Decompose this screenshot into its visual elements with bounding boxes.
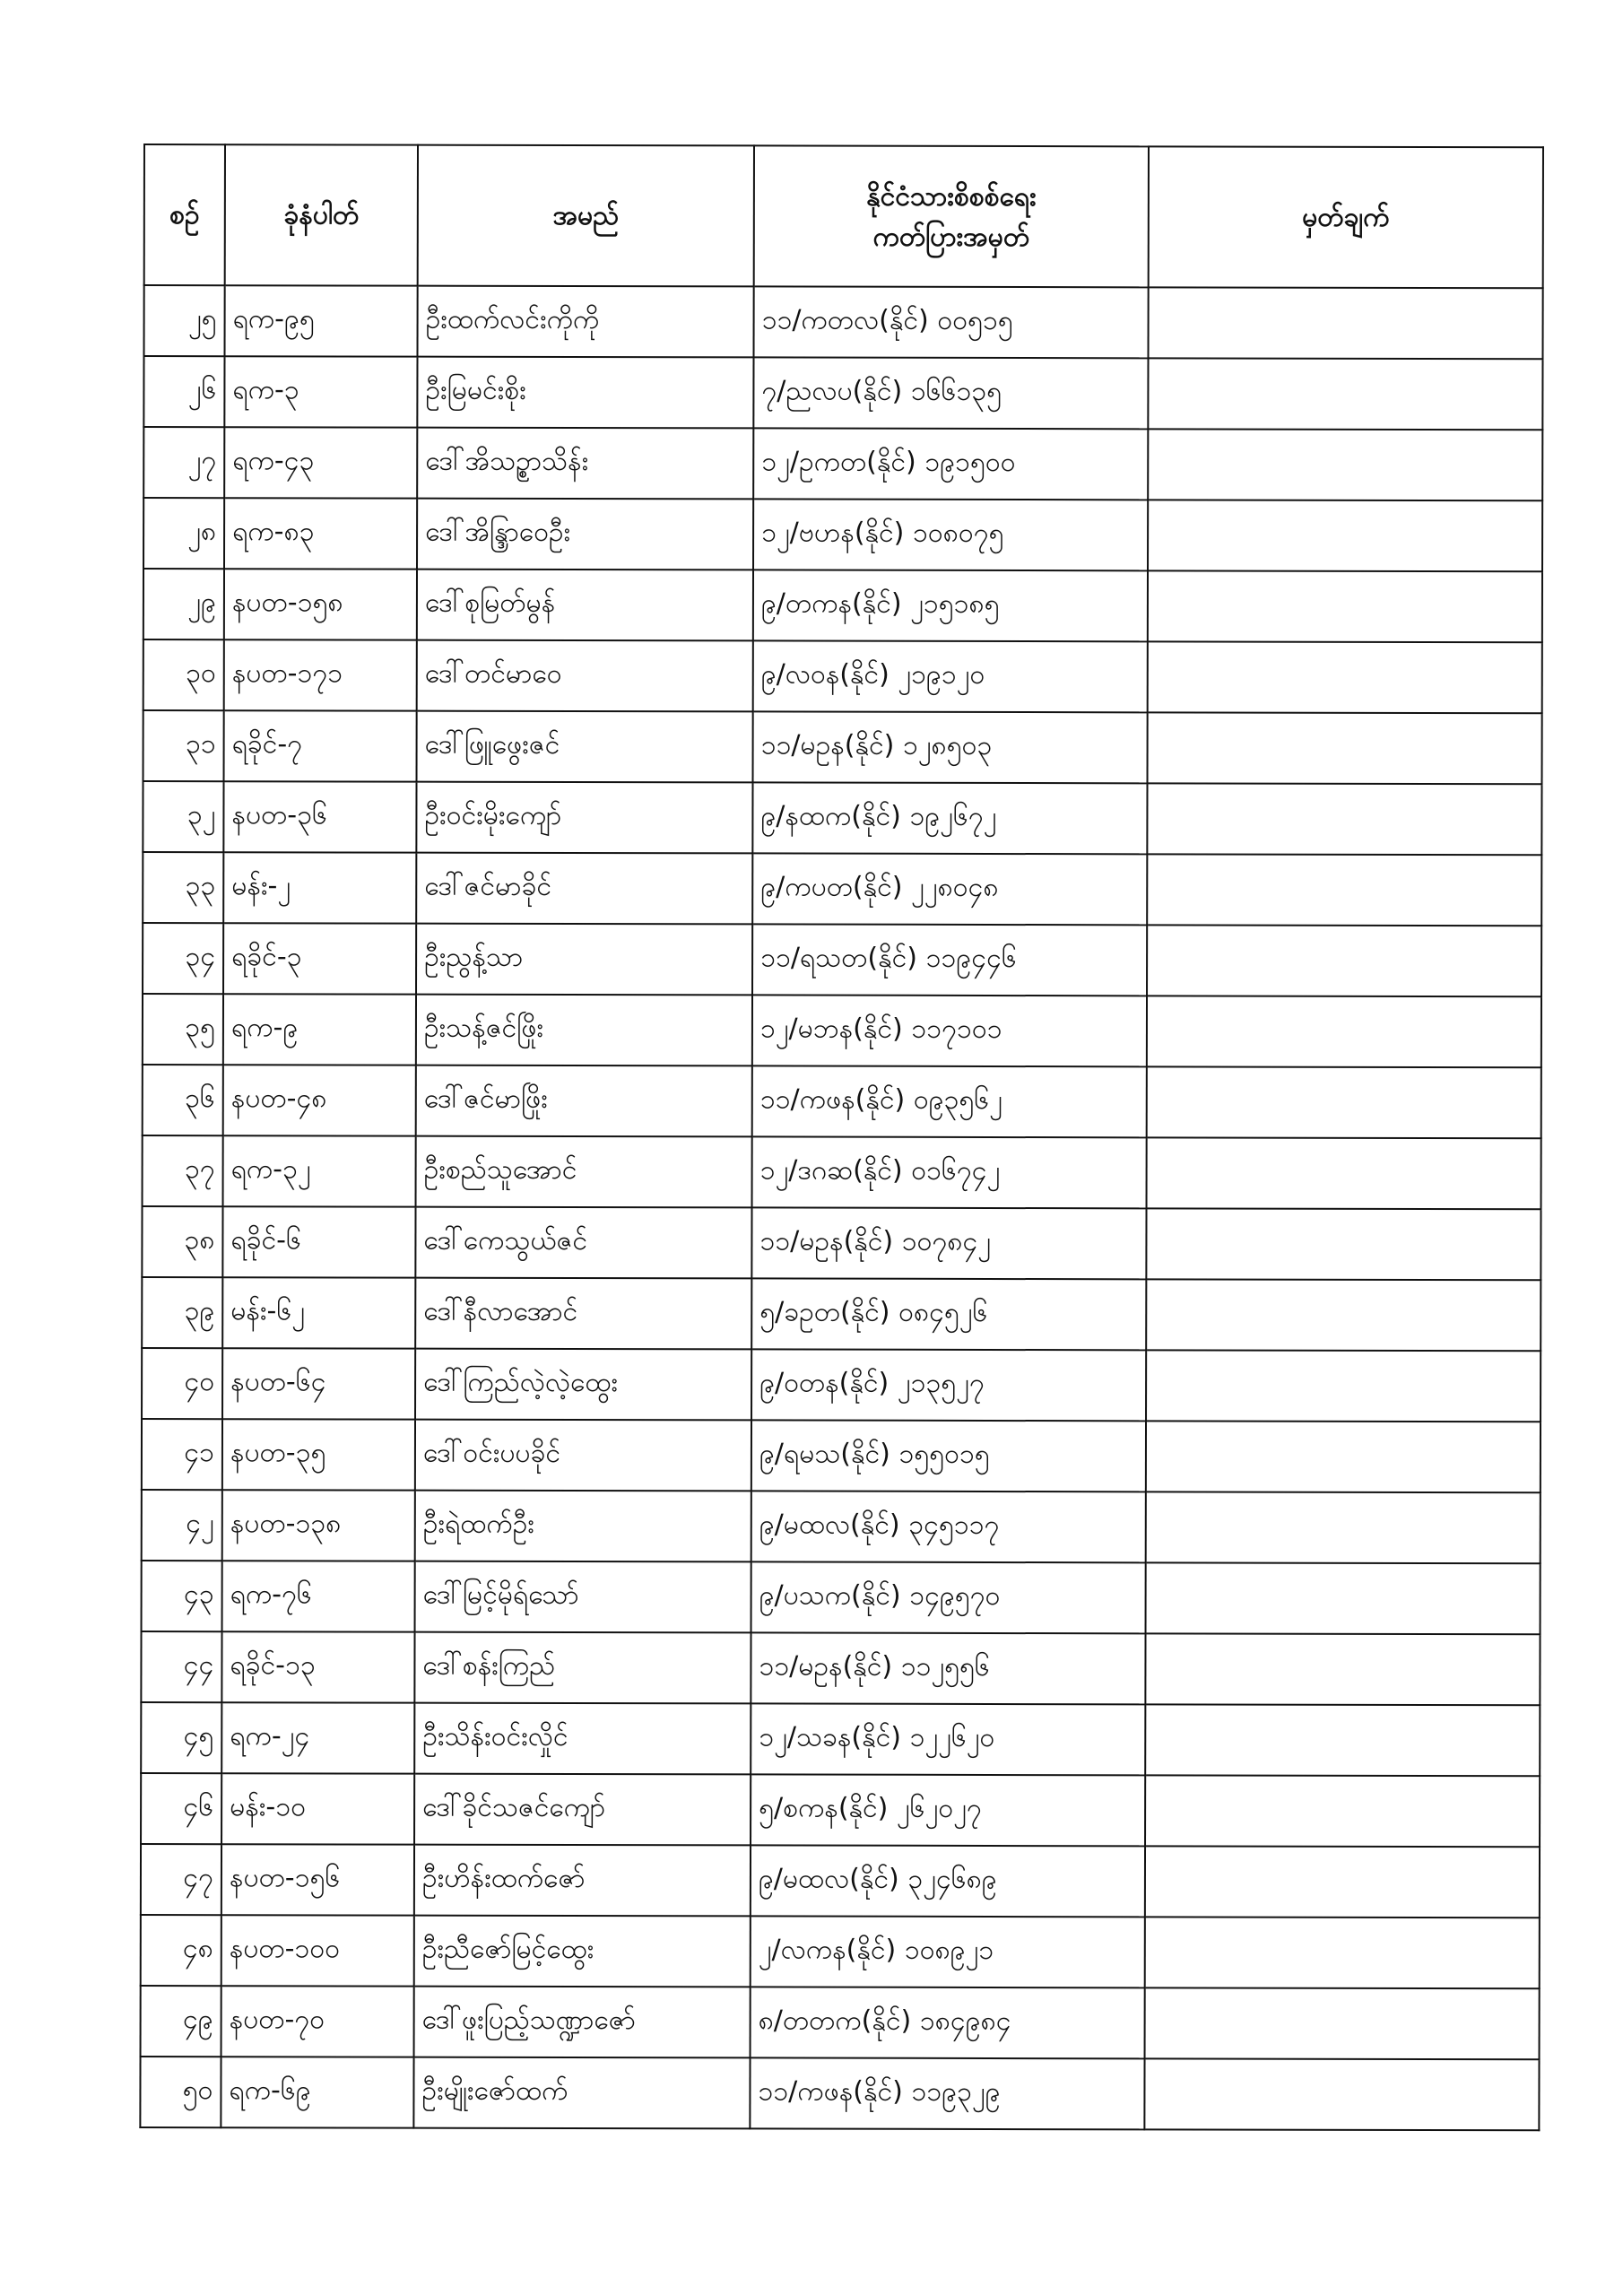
cell-nrc: ၉/ရမသ(နိုင်) ၁၅၅၀၁၅: [751, 1420, 1146, 1492]
cell-remark: [1147, 996, 1541, 1067]
cell-no: ၄၅: [141, 1702, 221, 1773]
table-row: [142, 1206, 1541, 1280]
cell-remark: [1146, 1421, 1541, 1492]
cell-name: ဦးဟိန်းထက်ဇော်: [414, 1845, 751, 1917]
header-house: ခုံနံပါတ်: [225, 144, 418, 285]
cell-house: ရက-၇၆: [222, 1561, 415, 1631]
table-row: [143, 639, 1542, 713]
table-row: [142, 1277, 1541, 1351]
cell-name: ဦးဝင်းမိုးကျော်: [416, 782, 752, 854]
cell-remark: [1145, 1775, 1540, 1847]
cell-no: ၃၂: [143, 781, 223, 852]
table-row: [143, 710, 1542, 784]
cell-house: နပတ-၇၀: [221, 1986, 414, 2057]
cell-nrc: ၁၁/မဥန(နိုင်) ၁၀၇၈၄၂: [751, 1207, 1146, 1279]
table-row: [143, 781, 1541, 855]
cell-no: ၄၉: [141, 1986, 221, 2057]
cell-house: နပတ-၁၅၆: [221, 1844, 414, 1915]
cell-remark: [1148, 500, 1542, 571]
table-row: [143, 569, 1542, 642]
cell-no: ၃၈: [142, 1206, 222, 1277]
cell-nrc: ၁၁/ကဖန(နိုင်) ၁၁၉၃၂၉: [750, 2057, 1144, 2129]
cell-no: ၃၆: [143, 1065, 223, 1135]
cell-nrc: ၁၂/ဥကတ(နိုင်) ၁၉၁၅၀၀: [753, 428, 1148, 500]
cell-house: နပတ-၁၀၀: [221, 1915, 414, 1986]
cell-nrc: ၉/ဝတန(နိုင်) ၂၁၃၅၂၇: [751, 1349, 1146, 1421]
cell-house: ရခိုင်-၃: [223, 923, 416, 994]
cell-remark: [1145, 1704, 1540, 1776]
cell-remark: [1145, 1846, 1540, 1918]
cell-name: ဒေါ်မြင့်မိုရ်သော်: [415, 1561, 751, 1633]
cell-house: ရခိုင်-၁၃: [221, 1631, 414, 1702]
table-row: [143, 923, 1541, 996]
cell-no: ၃၁: [143, 710, 224, 781]
cell-house: ရက-၂၄: [221, 1702, 414, 1773]
cell-nrc: ၉/ကပတ(နိုင်) ၂၂၈၀၄၈: [752, 853, 1147, 925]
cell-no: ၄၆: [141, 1773, 221, 1844]
cell-no: ၄၄: [141, 1631, 221, 1702]
cell-nrc: ၁၂/ဒဂဆ(နိုင်) ၀၁၆၇၄၂: [752, 1136, 1147, 1208]
table-row: [141, 1986, 1540, 2059]
table-row: [141, 1773, 1540, 1847]
cell-name: ဦးထက်လင်းကိုကို: [418, 286, 754, 358]
cell-remark: [1148, 429, 1542, 500]
cell-remark: [1148, 641, 1542, 713]
cell-name: ဒေါ်ဖြူဖွေးဇင်: [417, 711, 753, 783]
cell-name: ဒေါ်ဖူးပြည့်သဏ္ဍာဇော်: [414, 1987, 751, 2058]
cell-nrc: ၈/တတက(နိုင်) ၁၈၄၉၈၄: [751, 1987, 1145, 2058]
cell-name: ဒေါ်အိန္ဒြာဝေဦး: [417, 499, 753, 570]
cell-name: ဒေါ်တင်မာဝေ: [417, 640, 753, 712]
cell-remark: [1148, 712, 1542, 784]
cell-no: ၂၆: [143, 356, 224, 427]
cell-name: ဒေါ်စန်းကြည်: [414, 1632, 751, 1704]
header-name: အမည်: [418, 145, 754, 287]
cell-no: ၂၉: [143, 569, 224, 639]
cell-house: ရခိုင်-၆: [222, 1206, 415, 1277]
cell-house: ရက-၉၅: [225, 285, 418, 356]
cell-house: နပတ-၁၅၈: [224, 569, 417, 639]
table-row: [143, 852, 1541, 926]
table-row: [141, 1844, 1540, 1918]
cell-house: နပတ-၁၇၁: [224, 639, 417, 710]
cell-remark: [1147, 1137, 1541, 1209]
cell-name: ဦးညွန့်သာ: [416, 924, 752, 996]
table-row: [143, 994, 1541, 1067]
cell-house: နပတ-၃၆: [223, 781, 416, 852]
cell-remark: [1147, 854, 1541, 926]
cell-house: ရခိုင်-၇: [224, 710, 417, 781]
table-row: [142, 1490, 1541, 1563]
cell-no: ၃၀: [143, 639, 224, 710]
cell-remark: [1145, 1633, 1540, 1705]
table-row: [143, 427, 1542, 500]
cell-nrc: ၁၁/ကတလ(နိုင်) ၀၀၅၁၅: [754, 286, 1149, 358]
cell-nrc: ၉/နထက(နိုင်) ၁၉၂၆၇၂: [752, 782, 1147, 854]
cell-remark: [1145, 1917, 1540, 1988]
cell-remark: [1148, 358, 1542, 430]
table-row: [143, 1065, 1541, 1138]
cell-remark: [1147, 1066, 1541, 1138]
cell-no: ၄၃: [142, 1561, 222, 1631]
cell-name: ဒေါ်အိသဥ္စာသိန်း: [417, 428, 753, 500]
cell-name: ဦးညီဇော်မြင့်ထွေး: [414, 1916, 751, 1987]
header-nrc: [754, 145, 1149, 287]
cell-name: ဦးမြမင်းစိုး: [417, 357, 753, 429]
cell-name: ဦးမျိုးဇော်ထက်: [413, 2057, 750, 2129]
cell-name: ဒေါ်ခိုင်သဇင်ကျော်: [414, 1774, 751, 1846]
table-row: [144, 285, 1543, 359]
cell-nrc: ၇/ညလပ(နိုင်) ၁၆၆၁၃၅: [753, 357, 1148, 429]
header-nrc-line2: ကတ်ပြားအမှတ်: [872, 221, 1030, 253]
registration-table: [139, 144, 1544, 2131]
cell-house: မန်း-၁၀: [221, 1773, 414, 1844]
cell-no: ၄၁: [142, 1419, 222, 1490]
cell-remark: [1147, 783, 1541, 855]
cell-nrc: ၁၂/ဗဟန(နိုင်) ၁၀၈၀၇၅: [753, 499, 1148, 570]
cell-no: ၃၇: [143, 1135, 223, 1206]
table-row: [142, 1419, 1541, 1492]
cell-house: ရက-၃၂: [223, 1135, 416, 1206]
cell-remark: [1146, 1279, 1541, 1351]
cell-nrc: ၉/တကန(နိုင်) ၂၁၅၁၈၅: [753, 570, 1148, 641]
cell-house: ရက-၆၉: [221, 2057, 413, 2127]
cell-no: ၄၂: [142, 1490, 222, 1561]
cell-no: ၃၄: [143, 923, 223, 994]
cell-no: ၄၀: [142, 1348, 222, 1419]
cell-no: ၄၈: [141, 1915, 221, 1986]
cell-nrc: ၁၂/သခန(နိုင်) ၁၂၂၆၂၀: [751, 1703, 1145, 1775]
cell-name: ဒေါ်ဇင်မာဖြိုး: [416, 1065, 752, 1137]
cell-name: ဒေါ်ဝင်းပပခိုင်: [415, 1420, 751, 1492]
cell-remark: [1145, 1987, 1540, 2059]
cell-remark: [1147, 925, 1541, 996]
cell-house: နပတ-၄၈: [223, 1065, 416, 1135]
header-no: စဉ်: [144, 144, 225, 285]
cell-no: ၃၉: [142, 1277, 222, 1348]
table-row: [140, 2057, 1539, 2130]
cell-nrc: ၂/လကန(နိုင်) ၁၀၈၉၂၁: [751, 1916, 1145, 1987]
cell-nrc: ၉/ပသက(နိုင်) ၁၄၉၅၇၀: [751, 1561, 1146, 1633]
table-row: [142, 1348, 1541, 1422]
table-row: [142, 1561, 1541, 1634]
cell-house: နပတ-၁၃၈: [222, 1490, 415, 1561]
cell-remark: [1146, 1492, 1541, 1563]
cell-no: ၃၅: [143, 994, 223, 1065]
table-row: [141, 1631, 1540, 1705]
cell-no: ၂၇: [143, 427, 224, 498]
cell-house: မန်း-၆၂: [222, 1277, 415, 1348]
cell-nrc: ၁၂/မဘန(နိုင်) ၁၁၇၁၀၁: [752, 995, 1147, 1066]
cell-nrc: ၉/မထလ(နိုင်) ၃၂၄၆၈၉: [751, 1845, 1145, 1917]
header-remark: မှတ်ချက်: [1149, 146, 1543, 288]
cell-nrc: ၁၁/မဥန(နိုင်) ၁၂၈၅၀၃: [753, 711, 1148, 783]
cell-name: ဒေါ်ဇင်မာခိုင်: [416, 853, 752, 925]
cell-house: နပတ-၆၄: [222, 1348, 415, 1419]
cell-name: ဦးသန့်ဇင်ဖြိုး: [416, 995, 752, 1066]
cell-name: ဒေါ်ကြည်လဲ့လဲ့ထွေး: [415, 1349, 751, 1421]
cell-name: ဦးစည်သူအောင်: [416, 1136, 752, 1208]
cell-nrc: ၅/ခဥတ(နိုင်) ၀၈၄၅၂၆: [751, 1278, 1146, 1350]
cell-house: ရက-၈၃: [224, 498, 417, 569]
table-row: [141, 1915, 1540, 1988]
cell-remark: [1144, 2058, 1539, 2130]
cell-house: ရက-၄၃: [224, 427, 417, 498]
header-row: [144, 144, 1543, 288]
cell-house: ရက-၃: [224, 356, 417, 427]
table-row: [141, 1702, 1540, 1776]
cell-no: ၂၅: [144, 285, 225, 356]
cell-remark: [1149, 287, 1543, 359]
cell-remark: [1146, 1562, 1541, 1634]
cell-no: ၄၇: [141, 1844, 221, 1915]
cell-house: မန်း-၂: [223, 852, 416, 923]
cell-no: ၂၈: [143, 498, 224, 569]
cell-remark: [1146, 1350, 1541, 1422]
table-row: [143, 498, 1542, 571]
cell-nrc: ၁၁/မဥန(နိုင်) ၁၁၂၅၅၆: [751, 1632, 1145, 1704]
cell-name: ဒေါ်ကေသွယ်ဇင်: [415, 1207, 751, 1279]
cell-name: ဦးသိန်းဝင်းလှိုင်: [414, 1703, 751, 1775]
cell-remark: [1148, 570, 1542, 642]
cell-nrc: ၉/လဝန(နိုင်) ၂၁၉၁၂၀: [753, 640, 1148, 712]
table-row: [143, 356, 1542, 430]
cell-house: ရက-၉: [223, 994, 416, 1065]
table-row: [143, 1135, 1541, 1209]
cell-name: ဦးရဲထက်ဦး: [415, 1491, 751, 1562]
cell-name: ဒေါ်နီလာအောင်: [415, 1278, 751, 1350]
cell-nrc: ၁၁/ရသတ(နိုင်) ၁၁၉၄၄၆: [752, 924, 1147, 996]
cell-nrc: ၅/စကန(နိုင်) ၂၆၂၀၂၇: [751, 1774, 1145, 1846]
cell-no: ၅၀: [140, 2057, 221, 2127]
cell-remark: [1146, 1208, 1541, 1280]
cell-no: ၃၃: [143, 852, 223, 923]
cell-house: နပတ-၃၅: [222, 1419, 415, 1490]
cell-nrc: ၉/မထလ(နိုင်) ၃၄၅၁၁၇: [751, 1491, 1146, 1562]
header-nrc-line1: နိုင်ငံသားစိစစ်ရေး: [866, 180, 1037, 213]
cell-nrc: ၁၁/ကဖန(နိုင်) ၀၉၃၅၆၂: [752, 1065, 1147, 1137]
cell-name: ဒေါ်စုမြတ်မွန်: [417, 570, 753, 641]
